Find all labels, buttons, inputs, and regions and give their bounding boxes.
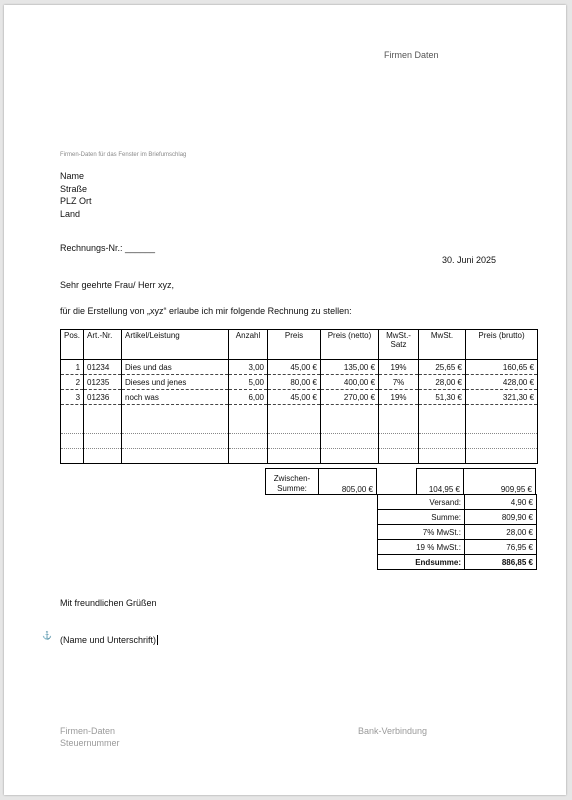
recipient-name: Name bbox=[60, 171, 85, 181]
col-item: Artikel/Leistung bbox=[122, 330, 229, 360]
col-qty: Anzahl bbox=[229, 330, 268, 360]
table-header-row bbox=[61, 330, 538, 360]
sender-line: Firmen-Daten für das Fenster im Briefumschlag bbox=[60, 152, 187, 158]
col-vat-rate: MwSt.- Satz bbox=[379, 330, 419, 360]
invoice-number: Rechnungs-Nr.: ______ bbox=[60, 243, 156, 253]
final-sum-row: Endsumme: 886,85 € bbox=[378, 555, 537, 570]
totals-block bbox=[377, 494, 537, 570]
vat7-row: 7% MwSt.: 28,00 € bbox=[378, 525, 537, 540]
subtotal-gross: 909,95 € bbox=[464, 469, 536, 495]
salutation: Sehr geehrte Frau/ Herr xyz, bbox=[60, 280, 175, 290]
subtotal-net: 805,00 € bbox=[319, 469, 377, 495]
intro-text: für die Erstellung von „xyz“ erlaube ich mir folgende Rechnung zu stellen: bbox=[60, 306, 352, 316]
table-empty-row bbox=[61, 405, 538, 434]
signature-line[interactable]: (Name und Unterschrift) bbox=[60, 635, 157, 645]
footer-bank: Bank-Verbindung bbox=[358, 726, 428, 736]
subtotal-row bbox=[265, 468, 536, 495]
sum-row: Summe: 809,90 € bbox=[378, 510, 537, 525]
table-row: 1 01234 Dies und das 3,00 45,00 € 135,00 € 19% 25,65 € 160,65 € bbox=[61, 360, 538, 375]
footer-company: Firmen-Daten bbox=[60, 726, 116, 736]
col-net: Preis (netto) bbox=[321, 330, 379, 360]
table-empty-row bbox=[61, 449, 538, 464]
footer-tax-number: Steuernummer bbox=[60, 738, 120, 748]
closing: Mit freundlichen Grüßen bbox=[60, 598, 157, 608]
header-company-data: Firmen Daten bbox=[384, 50, 439, 60]
vat19-row: 19 % MwSt.: 76,95 € bbox=[378, 540, 537, 555]
table-empty-row bbox=[61, 434, 538, 449]
recipient-address bbox=[60, 170, 92, 220]
invoice-date: 30. Juni 2025 bbox=[442, 255, 497, 265]
col-art-nr: Art.-Nr. bbox=[84, 330, 122, 360]
anchor-icon: ⚓ bbox=[42, 631, 52, 640]
col-gross: Preis (brutto) bbox=[466, 330, 538, 360]
col-pos: Pos. bbox=[61, 330, 84, 360]
table-row: 2 01235 Dieses und jenes 5,00 80,00 € 400,00 € 7% 28,00 € 428,00 € bbox=[61, 375, 538, 390]
document-page bbox=[4, 5, 566, 795]
table-row: 3 01236 noch was 6,00 45,00 € 270,00 € 19% 51,30 € 321,30 € bbox=[61, 390, 538, 405]
recipient-plz-ort: PLZ Ort bbox=[60, 196, 92, 206]
text-cursor bbox=[157, 635, 158, 645]
recipient-street: Straße bbox=[60, 183, 88, 194]
invoice-table bbox=[60, 329, 538, 464]
recipient-country: Land bbox=[60, 208, 81, 219]
col-price: Preis bbox=[268, 330, 321, 360]
col-vat: MwSt. bbox=[419, 330, 466, 360]
shipping-row: Versand: 4,90 € bbox=[378, 495, 537, 510]
subtotal-label: Zwischen- Summe: bbox=[266, 469, 319, 495]
subtotal-vat: 104,95 € bbox=[417, 469, 464, 495]
